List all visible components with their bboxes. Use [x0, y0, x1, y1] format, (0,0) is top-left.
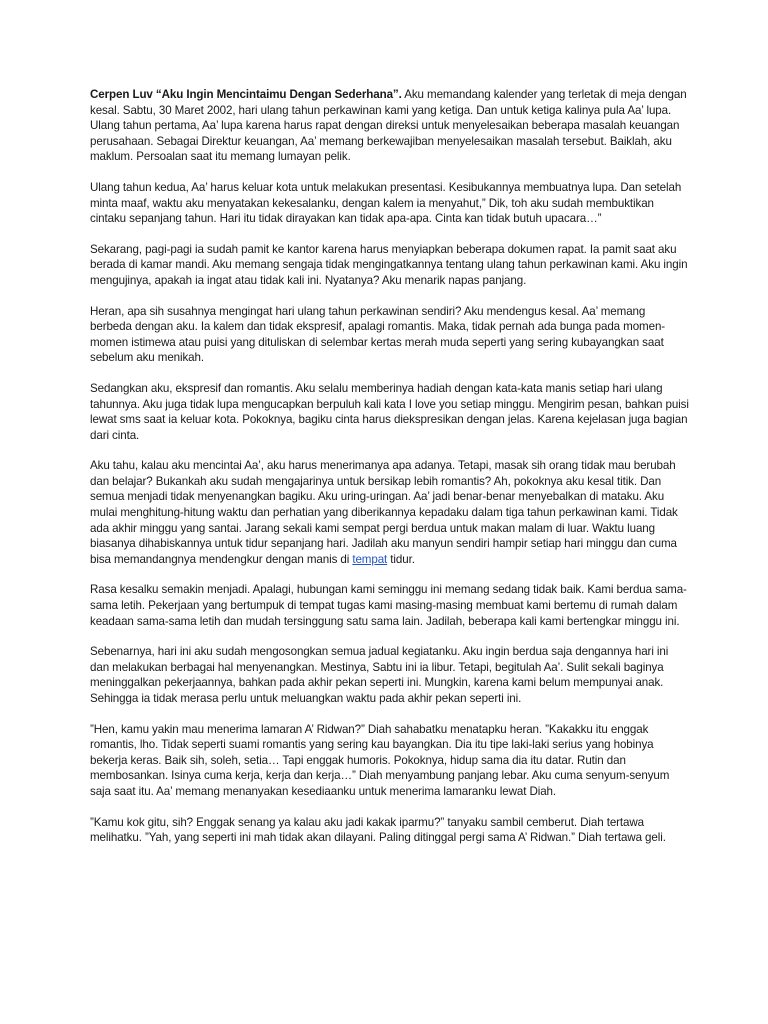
paragraph-5: Sedangkan aku, ekspresif dan romantis. Aku selalu memberinya hadiah dengan kata-kata manis setiap hari ulang tahunnya. Aku juga tidak lupa mengucapkan berpuluh kali kata I love you setiap minggu. Mengirim pesan, bahkan puisi lewat sms saat ia keluar kota. Pokoknya, bagiku cinta harus diekspresikan dengan jelas. Karena kejelasan juga bagian dari cinta. — [90, 381, 689, 442]
tempat-link[interactable]: tempat — [352, 552, 388, 566]
paragraph-1-text: Aku memandang kalender yang terletak di meja dengan kesal. Sabtu, 30 Maret 2002, hari ulang tahun perkawinan kami yang ketiga. Dan untuk ketiga kalinya pula Aa’ lupa. Ulang tahun pertama, Aa’ lupa karena harus rapat dengan direksi untuk menyelesaikan beberapa masalah keuangan perusahaan. Sebagai Direktur keuangan, Aa’ memang berkewajiban menyelesaikan masalah tersebut. Baiklah, aku maklum. Persoalan saat itu memang lumayan pelik. — [90, 88, 687, 164]
paragraph-4: Heran, apa sih susahnya mengingat hari ulang tahun perkawinan sendiri? Aku mendengus kesal. Aa’ memang berbeda dengan aku. Ia kalem dan tidak ekspresif, apalagi romantis. Maka, tidak pernah ada bunga pada momen-momen istimewa atau puisi yang dituliskan di selembar kertas merah muda seperti yang sering kubayangkan saat sebelum aku menikah. — [90, 304, 666, 365]
paragraph-7: Rasa kesalku semakin menjadi. Apalagi, hubungan kami seminggu ini memang sedang tidak baik. Kami berdua sama-sama letih. Pekerjaan yang bertumpuk di tempat tugas kami masing-masing membuat kami bertemu di rumah dalam keadaan sama-sama letih dan mudah tersinggung satu sama lain. Jadilah, beberapa kali kami bertengkar minggu ini. — [90, 583, 687, 628]
paragraph-10: ”Kamu kok gitu, sih? Enggak senang ya kalau aku jadi kakak iparmu?” tanyaku sambil cemberut. Diah tertawa melihatku. ”Yah, yang seperti ini mah tidak akan dilayani. Paling ditinggal pergi sama A’ Ridwan.” Diah tertawa geli. — [90, 815, 666, 845]
paragraph-6-end: tidur. — [387, 552, 415, 566]
paragraph-3: Sekarang, pagi-pagi ia sudah pamit ke kantor karena harus menyiapkan beberapa dokumen rapat. Ia pamit saat aku berada di kamar mandi. Aku memang sengaja tidak mengingatkannya tentang ulang tahun perkawinan kami. Aku ingin mengujinya, apakah ia ingat atau tidak kali ini. Nyatanya? Aku menarik napas panjang. — [90, 242, 688, 287]
paragraph-9: ”Hen, kamu yakin mau menerima lamaran A’ Ridwan?” Diah sahabatku menatapku heran. ”Kakakku itu enggak romantis, lho. Tidak seperti suami romantis yang sering kau bayangkan. Dia itu tipe laki-laki serius yang hobinya bekerja keras. Baik sih, soleh, setia… Tapi enggak humoris. Pokoknya, hidup sama dia itu datar. Rutin dan membosankan. Isinya cuma kerja, kerja dan kerja…” Diah menyambung panjang lebar. Aku cuma senyum-senyum saja saat itu. Aa’ memang menanyakan kesediaanku untuk menerima lamaranku lewat Diah. — [90, 722, 670, 798]
paragraph-6 — [90, 458, 690, 567]
paragraph-2: Ulang tahun kedua, Aa’ harus keluar kota untuk melakukan presentasi. Kesibukannya membuatnya lupa. Dan setelah minta maaf, waktu aku menyatakan kekesalanku, dengan kalem ia menyahut,” Dik, toh aku sudah membuktikan cintaku sepanjang tahun. Hari itu tidak dirayakan kan tidak apa-apa. Cinta kan tidak butuh upacara…” — [90, 180, 682, 226]
paragraph-6-text: Aku tahu, kalau aku mencintai Aa’, aku harus menerimanya apa adanya. Tetapi, masak sih orang tidak mau berubah dan belajar? Bukankah aku sudah mengajarinya untuk bersikap lebih romantis? Ah, pokoknya aku kesal titik. Dan semua menjadi tidak menyenangkan bagiku. Aku uring-uringan. Aa’ jadi benar-benar menyebalkan di mataku. Aku mulai menghitung-hitung waktu dan perhatian yang diberikannya kepadaku dalam tiga tahun perkawinan kami. Tidak ada akhir minggu yang santai. Jarang sekali kami sempat pergi berdua untuk makan malam di luar. Waktu luang biasanya dihabiskannya untuk tidur sepanjang hari. Jadilah aku manyun sendiri hampir setiap hari minggu dan cuma bisa memandangnya mendengkur dengan manis di — [90, 459, 678, 566]
paragraph-1 — [90, 87, 690, 165]
story-title: Cerpen Luv “Aku Ingin Mencintaimu Dengan Sederhana”. — [90, 88, 402, 101]
document-body — [90, 87, 690, 861]
paragraph-8: Sebenarnya, hari ini aku sudah mengosongkan semua jadual kegiatanku. Aku ingin berdua saja dengannya hari ini dan melakukan berbagai hal menyenangkan. Mestinya, Sabtu ini ia libur. Tetapi, begitulah Aa’. Sulit sekali baginya meninggalkan pekerjaannya, bahkan pada akhir pekan seperti ini. Mungkin, karena kami belum mempunyai anak. Sehingga ia tidak merasa perlu untuk meluangkan waktu pada akhir pekan seperti ini. — [90, 645, 669, 705]
